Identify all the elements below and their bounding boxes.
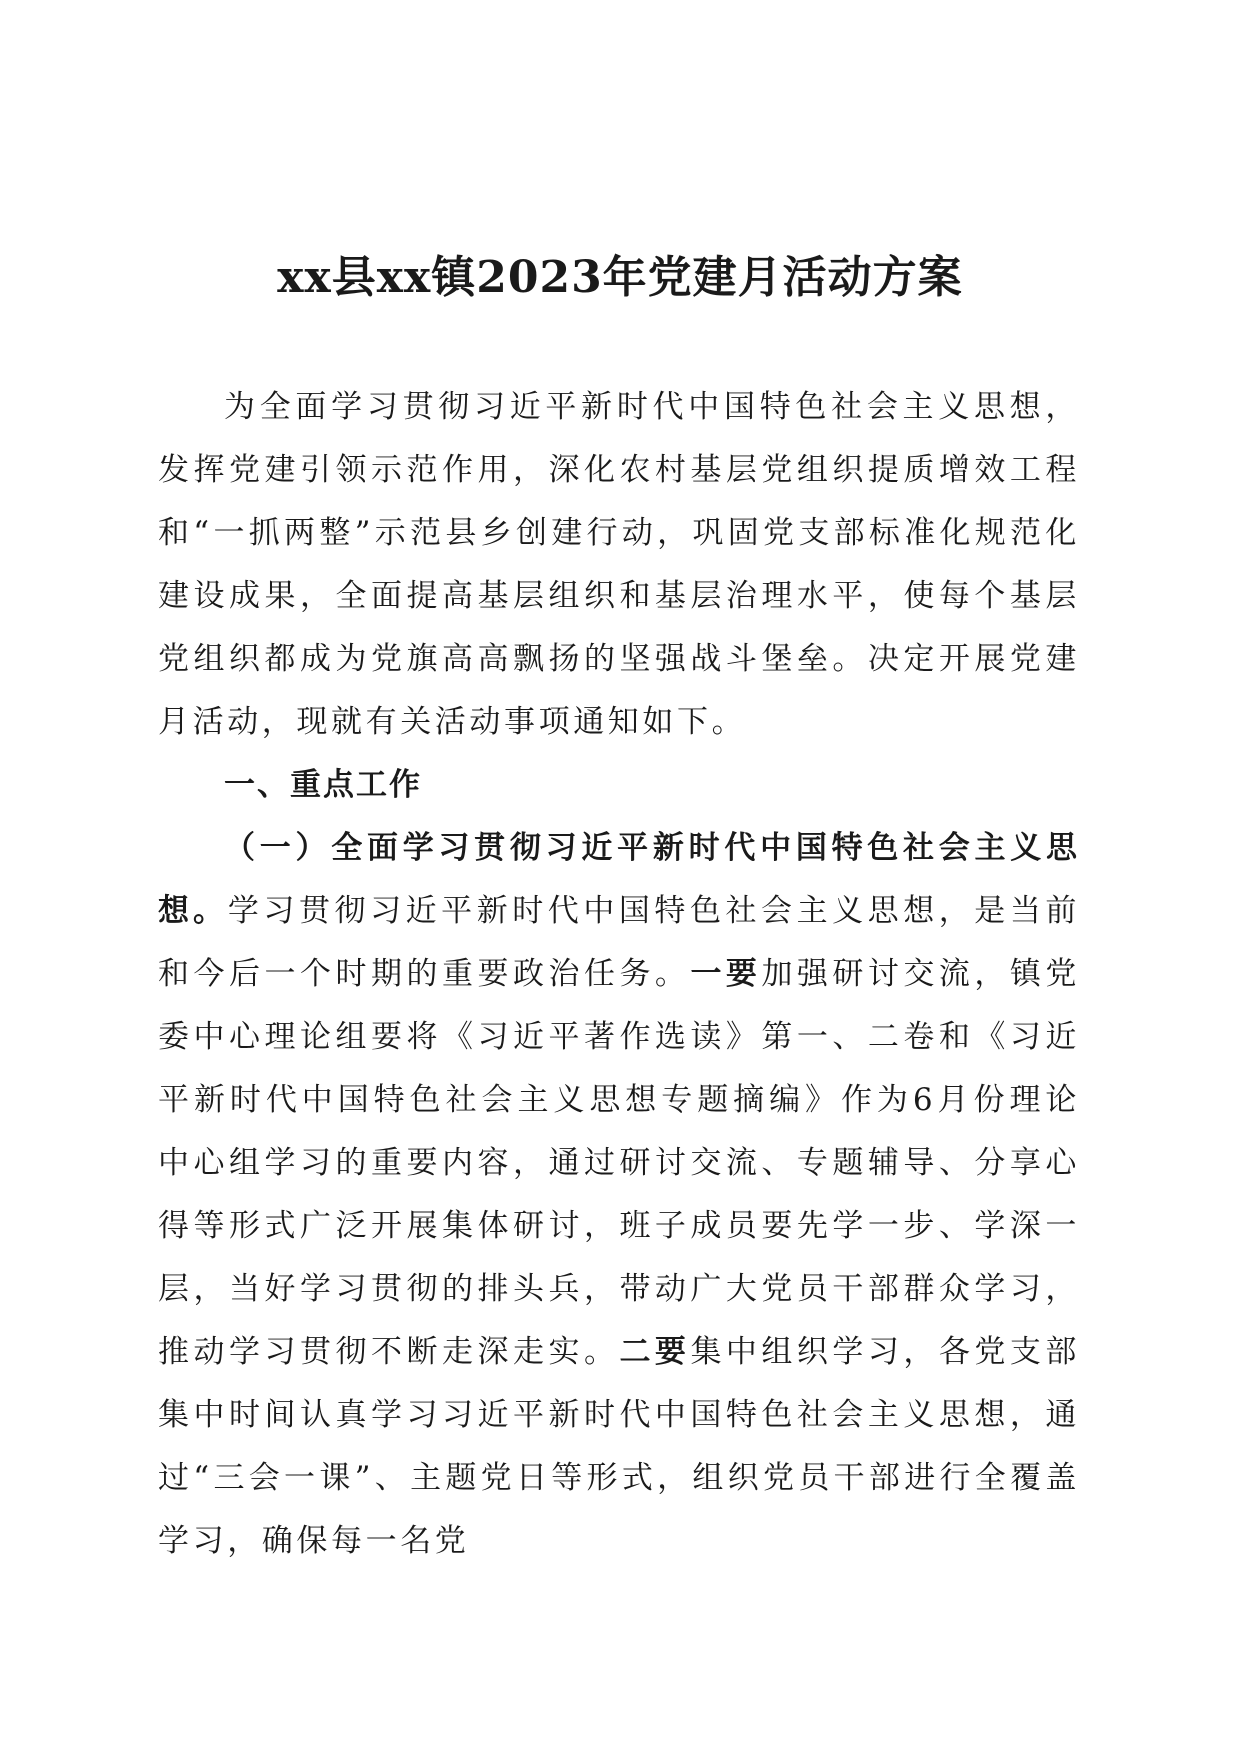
document-title: xx县xx镇2023年党建月活动方案 xyxy=(277,252,963,303)
subsection-text-b: 加强研讨交流，镇党委中心理论组要将《习近平著作选读》第一、二卷和《习近平新时代中国特色社会主义思想专题摘编》作为6月份理论中心组学习的重要内容，通过研讨交流、专题辅导、分享心得等形式广泛开展集体研讨，班子成员要先学一步、学深一层，当好学习贯彻的排头兵，带动广大党员干部群众学习，推动学习贯彻不断走深走实。 xyxy=(158,956,1081,1370)
subsection-text-c: 集中组织学习，各党支部集中时间认真学习习近平新时代中国特色社会主义思想，通过“三会一课”、主题党日等形式，组织党员干部进行全覆盖学习，确保每一名党 xyxy=(158,1334,1080,1559)
subsection-text-a: 学习贯彻习近平新时代中国特色社会主义思想，是当前和今后一个时期的重要政治任务。 xyxy=(158,893,1080,992)
subsection-heading: （一）全面学习贯彻习近平新时代中国特色社会主义思想。 xyxy=(158,830,1080,929)
lead-term-2: 二要 xyxy=(619,1334,691,1370)
lead-term-1: 一要 xyxy=(690,956,762,992)
document-body xyxy=(158,376,1080,1573)
subsection-paragraph xyxy=(158,817,1080,1573)
intro-paragraph: 为全面学习贯彻习近平新时代中国特色社会主义思想，发挥党建引领示范作用，深化农村基层党组织提质增效工程和“一抓两整”示范县乡创建行动，巩固党支部标准化规范化建设成果，全面提高基层组织和基层治理水平，使每个基层党组织都成为党旗高高飘扬的坚强战斗堡垒。决定开展党建月活动，现就有关活动事项通知如下。 xyxy=(158,389,1080,740)
section-heading: 一、重点工作 xyxy=(224,767,422,803)
